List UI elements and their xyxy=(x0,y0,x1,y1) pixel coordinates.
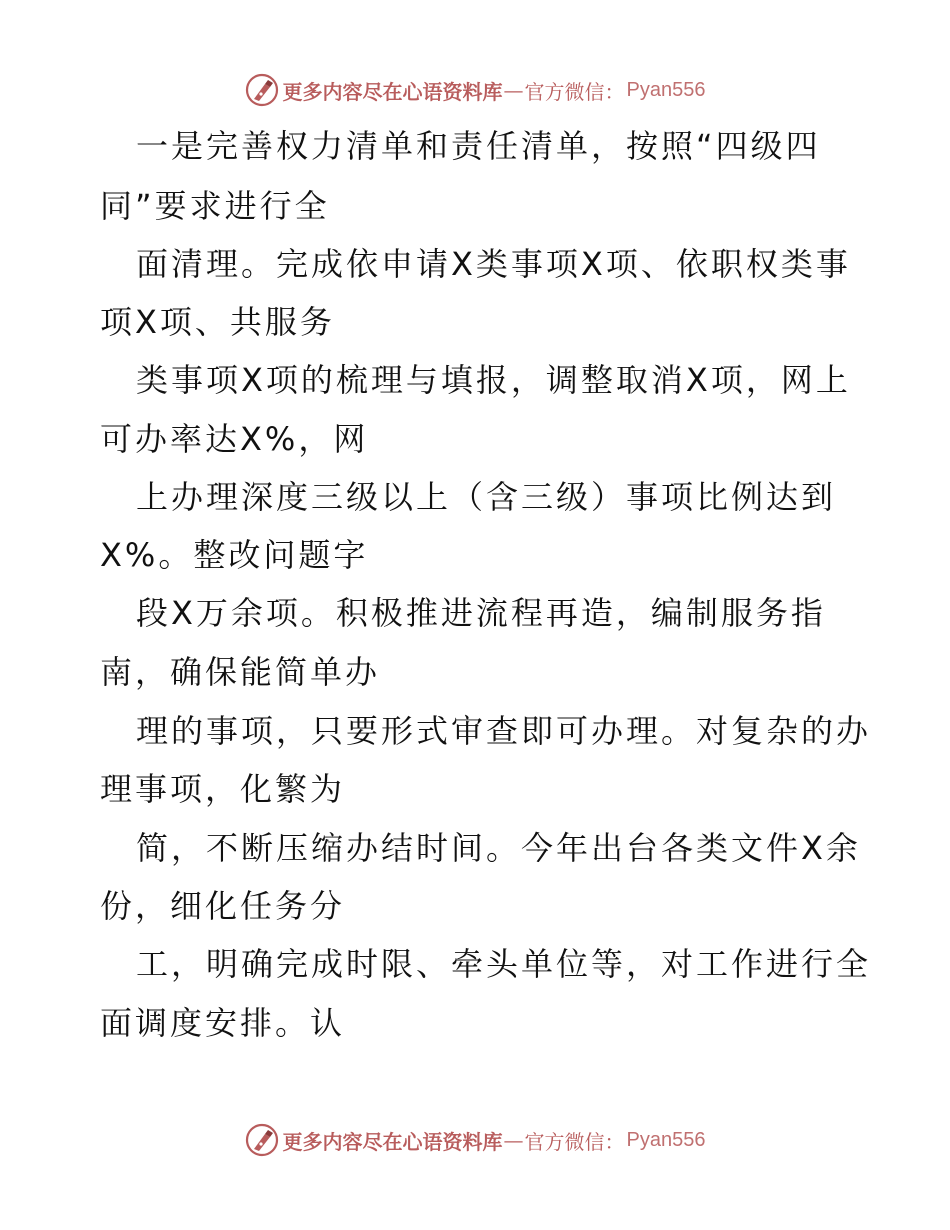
text-line: 面清理。完成依申请X类事项X项、依职权类事 xyxy=(136,245,851,283)
text-line: 类事项X项的梳理与填报，调整取消X项，网上 xyxy=(136,361,851,399)
banner-separator: — xyxy=(503,1128,524,1152)
text-line: X%。整改问题字 xyxy=(100,536,369,574)
banner-text: 更多内容尽在心语资料库 xyxy=(282,79,503,104)
text-line: 面调度安排。认 xyxy=(100,1004,346,1042)
text-line: 同”要求进行全 xyxy=(100,187,330,225)
text-line: 可办率达X%，网 xyxy=(100,420,369,458)
text-line: 份，细化任务分 xyxy=(100,887,346,925)
banner-wechat-label: 官方微信： xyxy=(524,79,625,104)
text-line: 项X项、共服务 xyxy=(100,303,335,341)
banner-wechat-label: 官方微信： xyxy=(524,1129,625,1154)
text-line: 南，确保能简单办 xyxy=(100,653,381,691)
text-line: 上办理深度三级以上（含三级）事项比例达到 xyxy=(136,478,837,516)
text-line: 一是完善权力清单和责任清单，按照“四级四 xyxy=(136,127,821,165)
banner-text: 更多内容尽在心语资料库 xyxy=(282,1129,503,1154)
text-line: 理的事项，只要形式审查即可办理。对复杂的办 xyxy=(136,712,872,750)
footer-banner xyxy=(0,1120,950,1160)
text-line: 段X万余项。积极推进流程再造，编制服务指 xyxy=(136,594,826,632)
pen-nib-logo-icon xyxy=(245,73,279,107)
banner-wechat-id: Pyan556 xyxy=(626,78,706,101)
text-line: 理事项，化繁为 xyxy=(100,770,346,808)
header-banner xyxy=(0,70,950,110)
pen-nib-logo-icon xyxy=(245,1123,279,1157)
banner-wechat-id: Pyan556 xyxy=(626,1128,706,1151)
banner-separator: — xyxy=(503,78,524,102)
text-line: 简，不断压缩办结时间。今年出台各类文件X余 xyxy=(136,829,861,867)
text-line: 工，明确完成时限、牵头单位等，对工作进行全 xyxy=(136,945,872,983)
